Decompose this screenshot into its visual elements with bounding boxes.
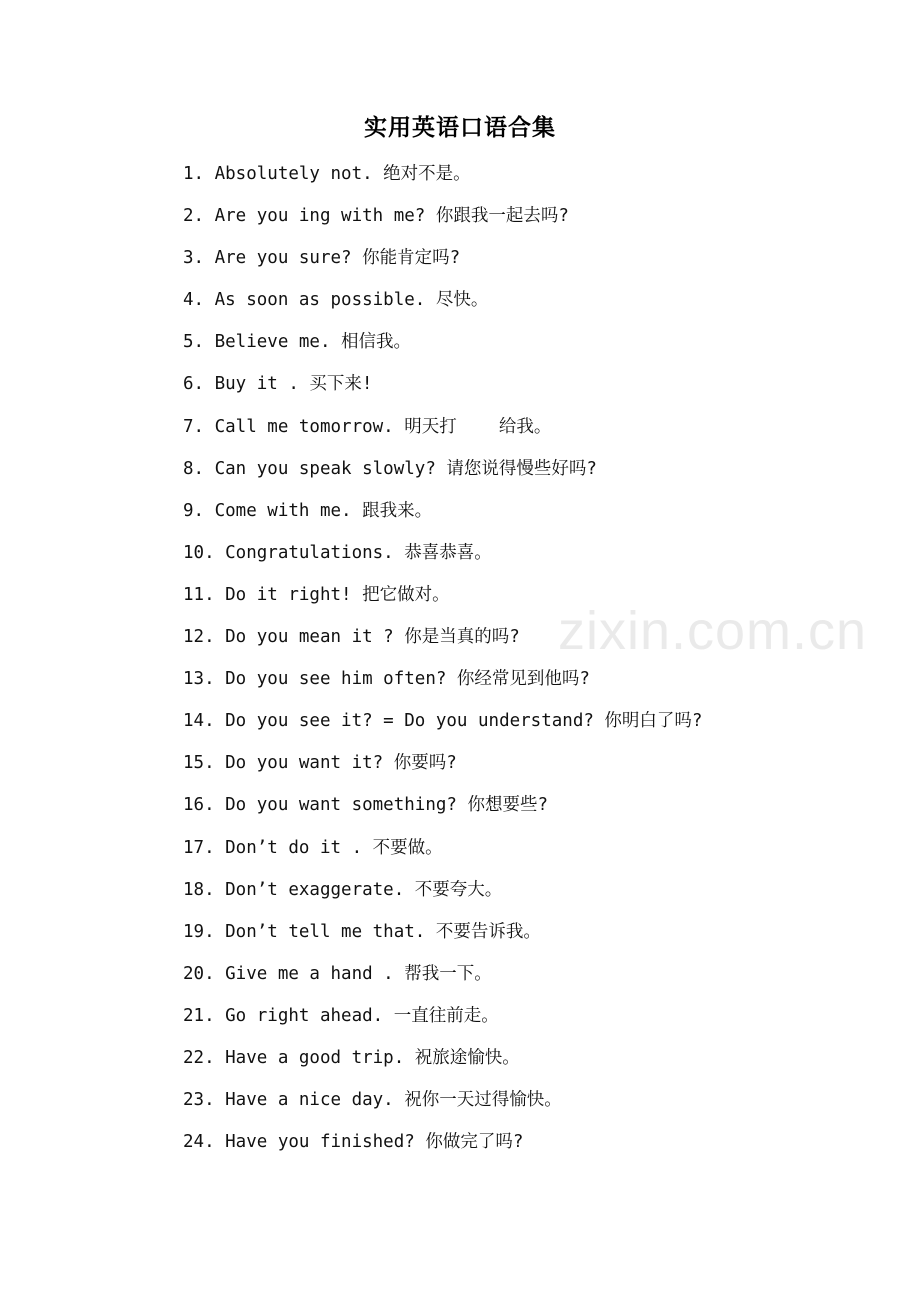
list-item: 3. Are you sure? 你能肯定吗? <box>183 248 461 269</box>
list-item: 11. Do it right! 把它做对。 <box>183 584 450 605</box>
list-item: 8. Can you speak slowly? 请您说得慢些好吗? <box>183 458 597 479</box>
list-item: 12. Do you mean it ? 你是当真的吗? <box>183 627 520 648</box>
list-item: 9. Come with me. 跟我来。 <box>183 500 433 521</box>
list-item: 5. Believe me. 相信我。 <box>183 332 412 353</box>
list-item: 2. Are you ing with me? 你跟我一起去吗? <box>183 206 569 227</box>
list-item: 4. As soon as possible. 尽快。 <box>183 290 489 311</box>
list-item: 21. Go right ahead. 一直往前走。 <box>183 1005 499 1026</box>
list-item: 13. Do you see him often? 你经常见到他吗? <box>183 669 590 690</box>
list-item: 16. Do you want something? 你想要些? <box>183 795 549 816</box>
list-item: 1. Absolutely not. 绝对不是。 <box>183 164 471 184</box>
list-item: 23. Have a nice day. 祝你一天过得愉快。 <box>183 1090 562 1111</box>
list-item: 7. Call me tomorrow. 明天打 给我。 <box>183 416 552 437</box>
list-item: 24. Have you finished? 你做完了吗? <box>183 1132 524 1153</box>
list-item: 20. Give me a hand . 帮我一下。 <box>183 963 492 984</box>
list-item: 22. Have a good trip. 祝旅途愉快。 <box>183 1047 520 1068</box>
watermark: zixin.com.cn <box>558 601 868 661</box>
list-item: 17. Don’t do it . 不要做。 <box>183 837 443 858</box>
phrase-list <box>183 153 883 1163</box>
list-item: 19. Don’t tell me that. 不要告诉我。 <box>183 921 541 942</box>
list-item: 6. Buy it . 买下来! <box>183 374 373 395</box>
list-item: 18. Don’t exaggerate. 不要夸大。 <box>183 879 503 900</box>
list-item: 10. Congratulations. 恭喜恭喜。 <box>183 542 492 563</box>
document-title: 实用英语口语合集 <box>364 114 556 141</box>
list-item: 14. Do you see it? = Do you understand? 你明白了吗? <box>183 711 703 732</box>
list-item: 15. Do you want it? 你要吗? <box>183 753 457 774</box>
